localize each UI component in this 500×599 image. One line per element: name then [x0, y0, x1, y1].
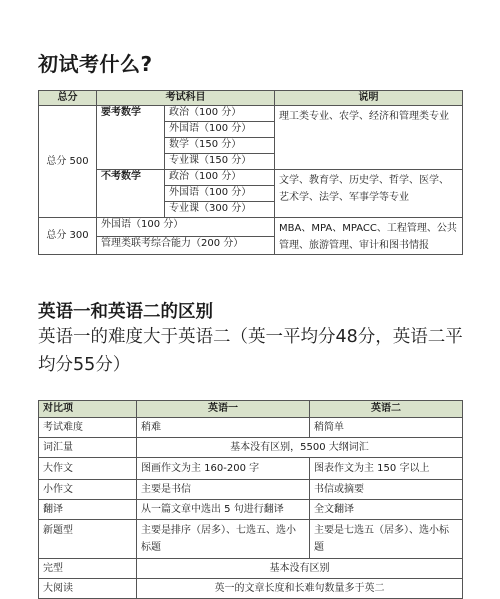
english-one-cell: 图画作文为主 160-200 字 — [137, 458, 310, 480]
english-one-cell: 主要是书信 — [137, 480, 310, 500]
row-label: 翻译 — [39, 500, 137, 520]
subject-cell: 管理类联考综合能力（200 分） — [97, 236, 275, 255]
subject-cell: 专业课（300 分） — [165, 202, 275, 218]
section-title-exam-content: 初试考什么? — [38, 52, 153, 76]
row-label: 考试难度 — [39, 418, 137, 438]
row-label: 大作文 — [39, 458, 137, 480]
table-row — [39, 480, 463, 500]
section-title-english-compare: 英语一和英语二的区别 — [38, 302, 213, 322]
table-header-row — [39, 91, 463, 106]
row-label: 大阅读 — [39, 579, 137, 599]
subject-cell: 政治（100 分） — [165, 170, 275, 186]
no-math-label: 不考数学 — [97, 170, 165, 218]
table-row — [39, 520, 463, 559]
exam-subjects-table — [38, 90, 463, 255]
management-description: MBA、MPA、MPACC、工程管理、公共管理、旅游管理、审计和图书情报 — [275, 218, 463, 255]
total-300-cell: 总分 300 — [39, 218, 97, 255]
table-row — [39, 579, 463, 599]
row-label: 词汇量 — [39, 438, 137, 458]
english-compare-table — [38, 400, 463, 599]
english-one-cell: 稍难 — [137, 418, 310, 438]
english-one-cell: 从一篇文章中选出 5 句进行翻译 — [137, 500, 310, 520]
english-two-cell: 稍简单 — [310, 418, 463, 438]
total-500-cell: 总分 500 — [39, 106, 97, 218]
header-subjects: 考试科目 — [97, 91, 275, 106]
table-row — [39, 106, 463, 122]
english-two-cell: 主要是七选五（居多）、选小标题 — [310, 520, 463, 559]
table-row — [39, 559, 463, 579]
english-two-cell: 全文翻译 — [310, 500, 463, 520]
english-difficulty-note: 英语一的难度大于英语二（英一平均分48分，英语二平均分55分） — [38, 327, 463, 375]
subject-cell: 外国语（100 分） — [97, 218, 275, 237]
table-header-row — [39, 401, 463, 418]
shared-cell: 基本没有区别 — [137, 559, 463, 579]
row-label: 完型 — [39, 559, 137, 579]
header-compare-item: 对比项 — [39, 401, 137, 418]
row-label: 小作文 — [39, 480, 137, 500]
table-row — [39, 418, 463, 438]
table-row — [39, 458, 463, 480]
header-description: 说明 — [275, 91, 463, 106]
subject-cell: 外国语（100 分） — [165, 186, 275, 202]
subject-cell: 专业课（150 分） — [165, 154, 275, 170]
row-label: 新题型 — [39, 520, 137, 559]
english-two-cell: 图表作文为主 150 字以上 — [310, 458, 463, 480]
subject-cell: 外国语（100 分） — [165, 122, 275, 138]
math-required-description: 理工类专业、农学、经济和管理类专业 — [275, 106, 463, 170]
subject-cell: 政治（100 分） — [165, 106, 275, 122]
table-row — [39, 500, 463, 520]
math-required-label: 要考数学 — [97, 106, 165, 170]
header-english-one: 英语一 — [137, 401, 310, 418]
header-english-two: 英语二 — [310, 401, 463, 418]
no-math-description: 文学、教育学、历史学、哲学、医学、艺术学、法学、军事学等专业 — [275, 170, 463, 218]
shared-cell: 英一的文章长度和长难句数量多于英二 — [137, 579, 463, 599]
table-row — [39, 170, 463, 186]
english-one-cell: 主要是排序（居多）、七选五、选小标题 — [137, 520, 310, 559]
table-row — [39, 438, 463, 458]
shared-cell: 基本没有区别，5500 大纲词汇 — [137, 438, 463, 458]
table-row — [39, 218, 463, 237]
english-two-cell: 书信或摘要 — [310, 480, 463, 500]
header-total: 总分 — [39, 91, 97, 106]
subject-cell: 数学（150 分） — [165, 138, 275, 154]
